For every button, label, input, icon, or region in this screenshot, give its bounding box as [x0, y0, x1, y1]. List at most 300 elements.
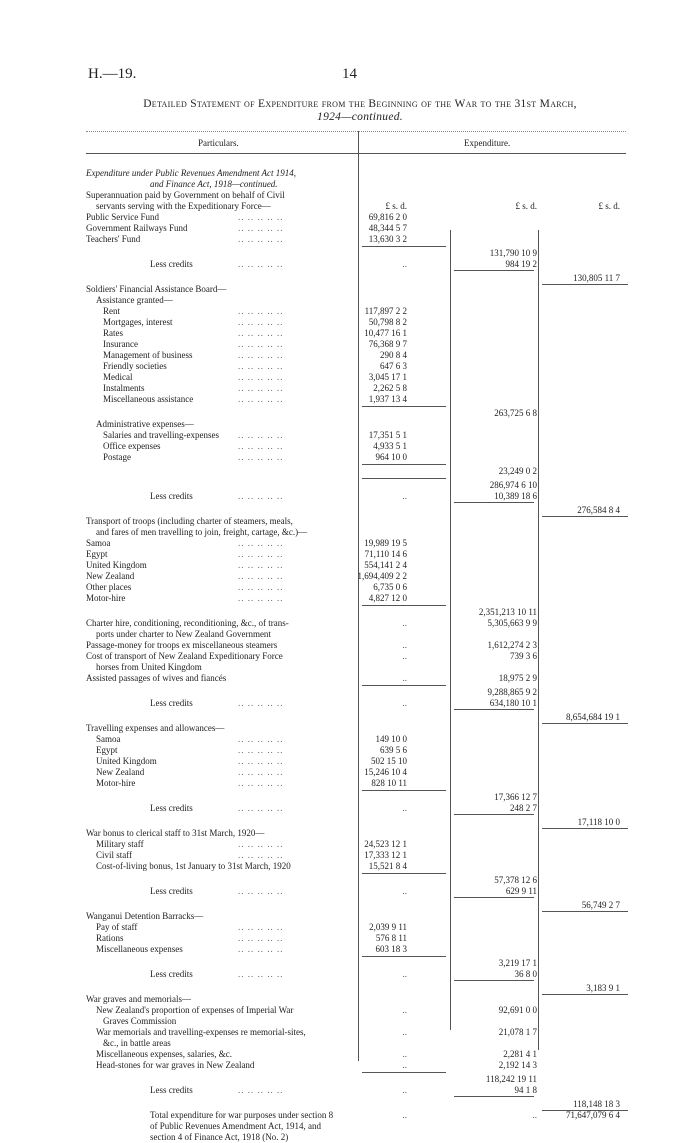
table-row — [0, 792, 700, 803]
subtotal-amount: 5,305,663 9 9 — [487, 618, 537, 628]
table-row — [0, 201, 700, 212]
row-particular: Samoa — [96, 734, 121, 744]
row-particular: Less credits — [150, 1085, 193, 1095]
row-particular: Administrative expenses— — [96, 419, 194, 429]
table-row — [0, 350, 700, 361]
table-row — [0, 408, 700, 419]
row-particular: Graves Commission — [103, 1016, 177, 1026]
subtotal-amount: 248 2 7 — [510, 803, 537, 813]
table-row — [0, 560, 700, 571]
item-amount: .. — [402, 673, 407, 683]
item-amount: 117,897 2 2 — [364, 306, 407, 316]
leader-dots: .. .. .. .. .. — [238, 922, 284, 932]
table-row — [0, 734, 700, 745]
row-particular: Less credits — [150, 259, 193, 269]
table-row — [0, 273, 700, 284]
leader-dots: .. .. .. .. .. — [238, 767, 284, 777]
table-row — [0, 538, 700, 549]
table-row — [0, 886, 700, 897]
item-amount: 50,798 8 2 — [368, 317, 407, 327]
row-particular: Teachers' Fund — [86, 234, 141, 244]
subtotal-amount: 36 8 0 — [514, 969, 537, 979]
leader-dots: .. .. .. .. .. — [238, 259, 284, 269]
row-particular: and fares of men travelling to join, freight, cartage, &c.)— — [96, 527, 308, 537]
item-amount: .. — [402, 1060, 407, 1070]
row-particular: Less credits — [150, 969, 193, 979]
row-particular: Miscellaneous expenses — [96, 944, 183, 954]
row-particular: section 4 of Finance Act, 1918 (No. 2) — [150, 1132, 289, 1142]
leader-dots: .. .. .. .. .. — [238, 944, 284, 954]
table-row — [0, 419, 700, 430]
item-amount: .. — [402, 651, 407, 661]
expenditure-header: Expenditure. — [464, 138, 511, 148]
table-row — [0, 900, 700, 911]
table-row — [0, 1110, 700, 1121]
item-amount: 2,262 5 8 — [373, 383, 407, 393]
leader-dots: .. .. .. .. .. — [238, 886, 284, 896]
table-row — [0, 1121, 700, 1132]
table-row — [0, 861, 700, 872]
leader-dots: .. .. .. .. .. — [238, 441, 284, 451]
table-row — [0, 640, 700, 651]
row-particular: Assisted passages of wives and fiancés — [86, 673, 227, 683]
leader-dots: .. .. .. .. .. — [238, 593, 284, 603]
net-total-amount: 3,183 9 1 — [586, 983, 620, 993]
row-particular: War bonus to clerical staff to 31st March, 1920— — [86, 828, 265, 838]
table-row — [0, 767, 700, 778]
table-row — [0, 1099, 700, 1110]
row-particular: Salaries and travelling-expenses — [103, 430, 219, 440]
item-amount: 1,937 13 4 — [368, 394, 407, 404]
table-row — [0, 1038, 700, 1049]
item-amount: 603 18 3 — [375, 944, 407, 954]
title-sub: 1924—continued. — [317, 111, 403, 123]
leader-dots: .. .. .. .. .. — [238, 361, 284, 371]
table-row — [0, 466, 700, 477]
item-amount: .. — [402, 1049, 407, 1059]
subtotal-amount: 21,078 1 7 — [498, 1027, 537, 1037]
row-particular: Postage — [103, 452, 131, 462]
item-amount: 24,523 12 1 — [364, 839, 407, 849]
item-amount: 149 10 0 — [375, 734, 407, 744]
net-total-amount: 130,805 11 7 — [573, 273, 620, 283]
leader-dots: .. .. .. .. .. — [238, 430, 284, 440]
item-amount: 4,827 12 0 — [368, 593, 407, 603]
table-row — [0, 383, 700, 394]
sum-rule — [454, 814, 534, 815]
leader-dots: .. .. .. .. .. — [238, 339, 284, 349]
item-amount: 69,816 2 0 — [368, 212, 407, 222]
table-row — [0, 248, 700, 259]
table-row — [0, 582, 700, 593]
item-amount: 647 6 3 — [380, 361, 407, 371]
row-particular: Motor-hire — [96, 778, 136, 788]
item-amount: .. — [402, 803, 407, 813]
row-particular: Total expenditure for war purposes under section 8 — [150, 1110, 334, 1120]
sum-rule — [454, 709, 534, 710]
table-row — [0, 803, 700, 814]
table-row — [0, 618, 700, 629]
leader-dots: .. .. .. .. .. — [238, 234, 284, 244]
item-amount: .. — [402, 1085, 407, 1095]
sum-rule — [454, 1096, 534, 1097]
row-particular: Egypt — [96, 745, 118, 755]
item-amount: .. — [402, 1027, 407, 1037]
leader-dots: .. .. .. .. .. — [238, 372, 284, 382]
table-row — [0, 372, 700, 383]
subtotal-amount: 3,219 17 1 — [498, 958, 537, 968]
subtotal-amount: 984 19 2 — [505, 259, 537, 269]
subtotal-amount: 739 3 6 — [510, 651, 537, 661]
row-particular: United Kingdom — [86, 560, 147, 570]
sum-rule — [362, 246, 446, 247]
table-row — [0, 295, 700, 306]
row-particular: Expenditure under Public Revenues Amendment Act 1914, — [86, 168, 297, 178]
leader-dots: .. .. .. .. .. — [238, 582, 284, 592]
row-particular: Rates — [103, 328, 123, 338]
item-amount: 48,344 5 7 — [368, 223, 407, 233]
table-row — [0, 911, 700, 922]
sum-rule — [362, 1072, 446, 1073]
net-total-amount: 8,654,684 19 1 — [566, 712, 620, 722]
table-row — [0, 190, 700, 201]
row-particular: Other places — [86, 582, 132, 592]
subtotal-amount: 23,249 0 2 — [498, 466, 537, 476]
leader-dots: .. .. .. .. .. — [238, 969, 284, 979]
row-particular: Less credits — [150, 803, 193, 813]
row-particular: Egypt — [86, 549, 108, 559]
subtotal-amount: 18,975 2 9 — [498, 673, 537, 683]
sum-rule — [362, 478, 446, 479]
leader-dots: .. .. .. .. .. — [238, 745, 284, 755]
sum-rule — [362, 956, 446, 957]
subtotal-amount: 94 1 8 — [514, 1085, 537, 1095]
row-particular: Passage-money for troops ex miscellaneous steamers — [86, 640, 278, 650]
item-amount: 19,989 19 5 — [364, 538, 407, 548]
table-row — [0, 817, 700, 828]
subtotal-amount: 634,180 10 1 — [489, 698, 537, 708]
leader-dots: .. .. .. .. .. — [238, 560, 284, 570]
item-amount: 76,368 9 7 — [368, 339, 407, 349]
table-row — [0, 1049, 700, 1060]
item-amount: 554,141 2 4 — [364, 560, 407, 570]
row-particular: &c., in battle areas — [103, 1038, 171, 1048]
row-particular: Government Railways Fund — [86, 223, 188, 233]
row-particular: War memorials and travelling-expenses re memorial-sites, — [96, 1027, 306, 1037]
row-particular: Civil staff — [96, 850, 133, 860]
row-particular: Rent — [103, 306, 120, 316]
table-row — [0, 651, 700, 662]
subtotal-amount: 9,288,865 9 2 — [487, 687, 537, 697]
item-amount: .. — [402, 640, 407, 650]
row-particular: New Zealand — [96, 767, 145, 777]
item-amount: .. — [402, 1005, 407, 1015]
table-row — [0, 179, 700, 190]
row-particular: Medical — [103, 372, 133, 382]
table-row — [0, 394, 700, 405]
row-particular: Insurance — [103, 339, 138, 349]
sum-rule — [362, 790, 446, 791]
leader-dots: .. .. .. .. .. — [238, 452, 284, 462]
table-row — [0, 480, 700, 491]
table-row — [0, 549, 700, 560]
item-amount: .. — [402, 886, 407, 896]
row-particular: Head-stones for war graves in New Zealand — [96, 1060, 255, 1070]
particulars-header: Particulars. — [198, 138, 239, 148]
leader-dots: .. .. .. .. .. — [238, 933, 284, 943]
row-particular: Less credits — [150, 886, 193, 896]
row-particular: Pay of staff — [96, 922, 138, 932]
table-row — [0, 687, 700, 698]
row-particular: Motor-hire — [86, 593, 126, 603]
table-row — [0, 317, 700, 328]
table-row — [0, 1016, 700, 1027]
item-amount: 4,933 5 1 — [373, 441, 407, 451]
table-row — [0, 328, 700, 339]
table-row — [0, 673, 700, 684]
leader-dots: .. .. .. .. .. — [238, 538, 284, 548]
table-row — [0, 828, 700, 839]
statement-title — [60, 98, 660, 124]
row-particular: Travelling expenses and allowances— — [86, 723, 225, 733]
row-particular: horses from United Kingdom — [96, 662, 202, 672]
leader-dots: .. .. .. .. .. — [238, 803, 284, 813]
leader-dots: .. .. .. .. .. — [238, 491, 284, 501]
table-row — [0, 922, 700, 933]
leader-dots: .. .. .. .. .. — [238, 317, 284, 327]
document-code: H.—19. — [88, 66, 137, 82]
leader-dots: .. .. .. .. .. — [238, 850, 284, 860]
table-row — [0, 1085, 700, 1096]
subtotal-amount: 2,351,213 10 11 — [478, 607, 537, 617]
item-amount: .. — [402, 491, 407, 501]
table-row — [0, 723, 700, 734]
row-particular: Miscellaneous assistance — [103, 394, 194, 404]
currency-heading: £ s. d. — [515, 201, 537, 211]
row-particular: Samoa — [86, 538, 111, 548]
row-particular: Assistance granted— — [96, 295, 173, 305]
table-row — [0, 527, 700, 538]
leader-dots: .. .. .. .. .. — [238, 571, 284, 581]
subtotal-amount: 629 9 11 — [505, 886, 537, 896]
table-row — [0, 958, 700, 969]
leader-dots: .. .. .. .. .. — [238, 328, 284, 338]
row-particular: New Zealand's proportion of expenses of Imperial War — [96, 1005, 294, 1015]
item-amount: .. — [402, 698, 407, 708]
subtotal-amount: 131,790 10 9 — [489, 248, 537, 258]
table-row — [0, 1005, 700, 1016]
table-row — [0, 850, 700, 861]
net-total-amount: 118,148 18 3 — [573, 1099, 620, 1109]
row-particular: Instalments — [103, 383, 145, 393]
table-row — [0, 1074, 700, 1085]
table-row — [0, 1060, 700, 1071]
leader-dots: .. .. .. .. .. — [238, 394, 284, 404]
leader-dots: .. .. .. .. .. — [238, 1085, 284, 1095]
row-particular: New Zealand — [86, 571, 135, 581]
table-row — [0, 1027, 700, 1038]
row-particular: Less credits — [150, 491, 193, 501]
table-row — [0, 234, 700, 245]
item-amount: .. — [402, 618, 407, 628]
subtotal-amount: 263,725 6 8 — [494, 408, 537, 418]
item-amount: 502 15 10 — [371, 756, 407, 766]
table-row — [0, 662, 700, 673]
leader-dots: .. .. .. .. .. — [238, 734, 284, 744]
row-particular: Military staff — [96, 839, 144, 849]
table-row — [0, 698, 700, 709]
item-amount: 10,477 16 1 — [364, 328, 407, 338]
table-row — [0, 629, 700, 640]
table-row — [0, 284, 700, 295]
table-row — [0, 516, 700, 527]
item-amount: 828 10 11 — [371, 778, 407, 788]
table-row — [0, 712, 700, 723]
table-row — [0, 983, 700, 994]
subtotal-amount: 92,691 0 0 — [498, 1005, 537, 1015]
sum-rule — [362, 464, 446, 465]
sum-rule — [362, 685, 446, 686]
row-particular: War graves and memorials— — [86, 994, 191, 1004]
subtotal-amount: 10,389 18 6 — [494, 491, 537, 501]
table-row — [0, 839, 700, 850]
row-particular: Cost-of-living bonus, 1st January to 31st March, 1920 — [96, 861, 291, 871]
sum-rule — [454, 270, 534, 271]
row-particular: Miscellaneous expenses, salaries, &c. — [96, 1049, 232, 1059]
table-row — [0, 361, 700, 372]
table-row — [0, 441, 700, 452]
item-amount: .. — [402, 259, 407, 269]
table-row — [0, 745, 700, 756]
table-row — [0, 756, 700, 767]
table-row — [0, 491, 700, 502]
item-amount: .. — [402, 969, 407, 979]
row-particular: Office expenses — [103, 441, 161, 451]
subtotal-amount: 2,281 4 1 — [503, 1049, 537, 1059]
table-header-rule — [86, 153, 626, 154]
sum-rule — [362, 406, 446, 407]
item-amount: 17,351 5 1 — [368, 430, 407, 440]
item-amount: 6,735 0 6 — [373, 582, 407, 592]
item-amount: 2,039 9 11 — [369, 922, 407, 932]
table-row — [0, 1132, 700, 1143]
table-row — [0, 339, 700, 350]
subtotal-amount: 57,378 12 6 — [494, 875, 537, 885]
item-amount: 1,694,409 2 2 — [357, 571, 407, 581]
row-particular: Public Service Fund — [86, 212, 159, 222]
table-row — [0, 994, 700, 1005]
table-row — [0, 430, 700, 441]
item-amount: 964 10 0 — [375, 452, 407, 462]
item-amount: .. — [402, 1110, 407, 1120]
currency-heading: £ s. d. — [385, 201, 407, 211]
table-row — [0, 933, 700, 944]
leader-dots: .. .. .. .. .. — [238, 383, 284, 393]
table-row — [0, 875, 700, 886]
table-row — [0, 223, 700, 234]
net-total-amount: 71,647,079 6 4 — [566, 1110, 620, 1120]
table-row — [0, 168, 700, 179]
row-particular: Mortgages, interest — [103, 317, 173, 327]
table-row — [0, 607, 700, 618]
leader-dots: .. .. .. .. .. — [238, 778, 284, 788]
item-amount: 576 8 11 — [375, 933, 407, 943]
table-row — [0, 944, 700, 955]
row-particular: and Finance Act, 1918—continued. — [150, 179, 278, 189]
row-particular: Less credits — [150, 698, 193, 708]
item-amount: 15,521 8 4 — [368, 861, 407, 871]
leader-dots: .. .. .. .. .. — [238, 698, 284, 708]
table-row — [0, 505, 700, 516]
net-total-amount: 17,118 10 0 — [577, 817, 620, 827]
row-particular: ports under charter to New Zealand Government — [96, 629, 271, 639]
row-particular: Cost of transport of New Zealand Expeditionary Force — [86, 651, 283, 661]
sum-rule — [454, 897, 534, 898]
currency-heading: £ s. d. — [598, 201, 620, 211]
sum-rule — [454, 980, 534, 981]
table-top-rule — [86, 131, 626, 132]
table-row — [0, 778, 700, 789]
item-amount: 17,333 12 1 — [364, 850, 407, 860]
leader-dots: .. .. .. .. .. — [238, 756, 284, 766]
subtotal-amount: 2,192 14 3 — [498, 1060, 537, 1070]
subtotal-amount: 17,366 12 7 — [494, 792, 537, 802]
row-particular: of Public Revenues Amendment Act, 1914, and — [150, 1121, 321, 1131]
item-amount: 639 5 6 — [380, 745, 407, 755]
row-particular: Charter hire, conditioning, reconditioning, &c., of trans- — [86, 618, 289, 628]
page-number: 14 — [342, 66, 357, 82]
item-amount: 71,110 14 6 — [364, 549, 407, 559]
table-row — [0, 259, 700, 270]
row-particular: Management of business — [103, 350, 193, 360]
leader-dots: .. .. .. .. .. — [238, 839, 284, 849]
subtotal-amount: 1,612,274 2 3 — [487, 640, 537, 650]
title-main: Detailed Statement of Expenditure from the Beginning of the War to the 31st March, — [143, 98, 577, 110]
row-particular: Soldiers' Financial Assistance Board— — [86, 284, 227, 294]
sum-rule — [454, 502, 534, 503]
item-amount: 13,630 3 2 — [368, 234, 407, 244]
row-particular: Superannuation paid by Government on behalf of Civil — [86, 190, 285, 200]
leader-dots: .. .. .. .. .. — [238, 306, 284, 316]
net-total-amount: 276,584 8 4 — [577, 505, 620, 515]
row-particular: United Kingdom — [96, 756, 157, 766]
table-row — [0, 969, 700, 980]
table-row — [0, 212, 700, 223]
sum-rule — [362, 605, 446, 606]
row-particular: Friendly societies — [103, 361, 167, 371]
item-amount: 290 8 4 — [380, 350, 407, 360]
table-row — [0, 306, 700, 317]
table-row — [0, 571, 700, 582]
row-particular: servants serving with the Expeditionary Force— — [96, 201, 271, 211]
row-particular: Wanganui Detention Barracks— — [86, 911, 204, 921]
leader-dots: .. .. .. .. .. — [238, 350, 284, 360]
item-amount: 15,246 10 4 — [364, 767, 407, 777]
row-particular: Rations — [96, 933, 124, 943]
sum-rule — [362, 873, 446, 874]
table-row — [0, 452, 700, 463]
item-amount: 3,045 17 1 — [368, 372, 407, 382]
leader-dots: .. .. .. .. .. — [238, 549, 284, 559]
leader-dots: .. .. .. .. .. — [238, 223, 284, 233]
subtotal-amount: 286,974 6 10 — [489, 480, 537, 490]
net-total-amount: 56,749 2 7 — [581, 900, 620, 910]
table-row — [0, 593, 700, 604]
leader-dots: .. .. .. .. .. — [238, 212, 284, 222]
row-particular: Transport of troops (including charter of steamers, meals, — [86, 516, 293, 526]
subtotal-amount: .. — [532, 1110, 537, 1120]
subtotal-amount: 118,242 19 11 — [485, 1074, 537, 1084]
